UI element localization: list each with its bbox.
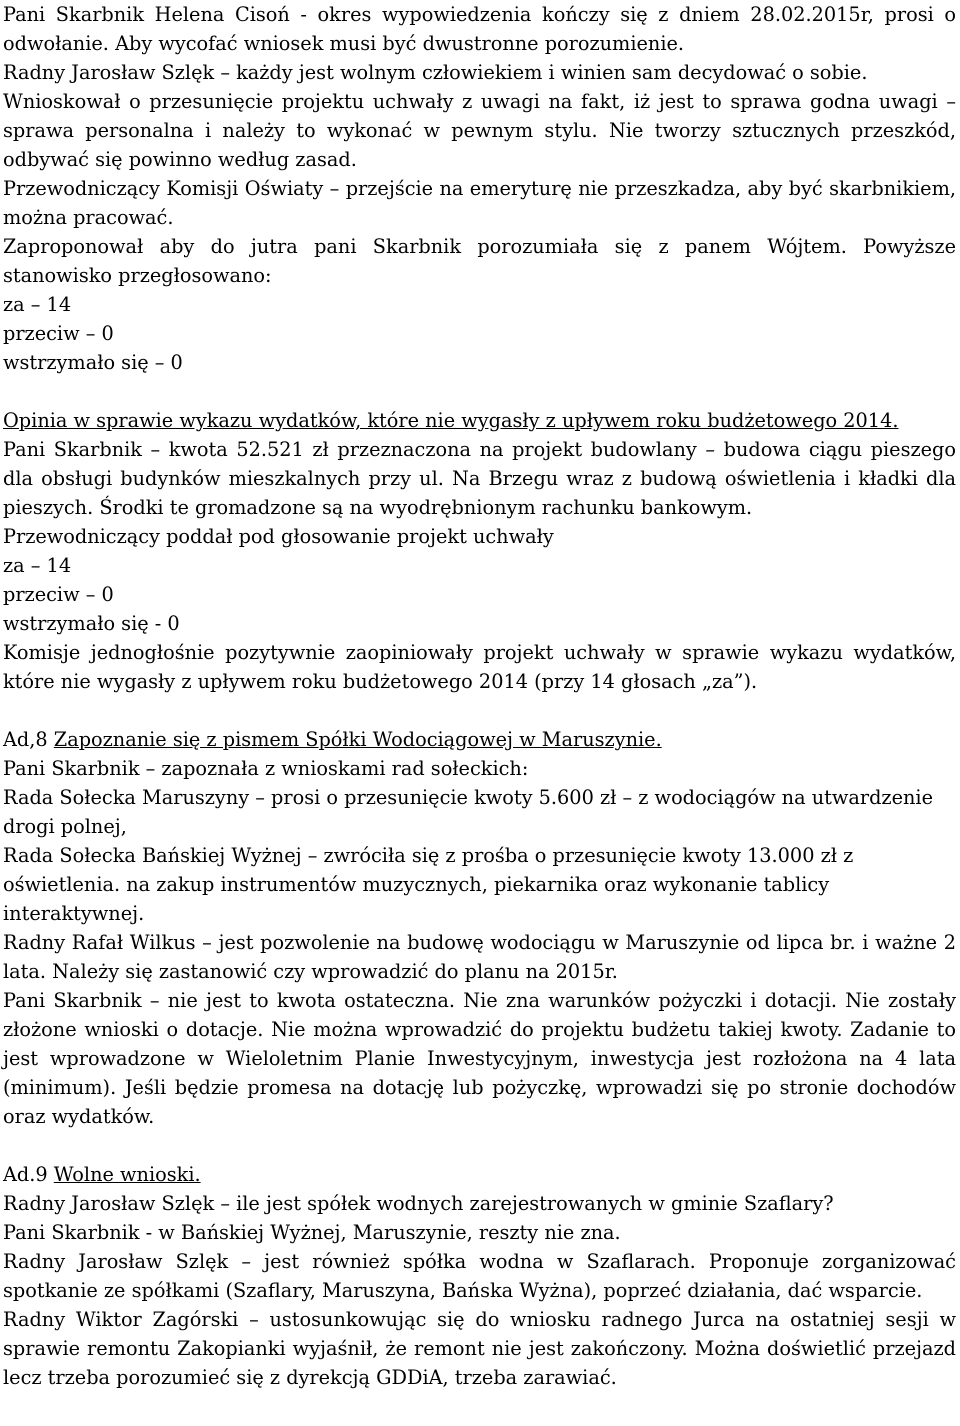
- paragraph-committees-opinion: Komisje jednogłośnie pozytywnie zaopiniowały projekt uchwały w sprawie wykazu wydatków, które nie wygasły z upływem roku budżetowego 2014 (przy 14 głosach „za”).: [3, 641, 956, 693]
- paragraph-resignation: Pani Skarbnik Helena Cisoń - okres wypowiedzenia kończy się z dniem 28.02.2015r, prosi o odwołanie. Aby wycofać wniosek musi być dwustronne porozumienie.: [3, 3, 956, 55]
- section-heading-expenses-opinion: Opinia w sprawie wykazu wydatków, które nie wygasły z upływem roku budżetowego 2014.: [3, 409, 899, 432]
- vote-abstain: wstrzymało się – 0: [3, 351, 183, 374]
- paragraph-postponement-request: Wnioskował o przesunięcie projektu uchwały z uwagi na fakt, iż jest to sprawa godna uwagi – sprawa personalna i należy to wykonać w pewnym stylu. Nie tworzy sztucznych przeszkód, odbywać się powinno według zasad.: [3, 90, 956, 171]
- paragraph-water-companies-question: Radny Jarosław Szlęk – ile jest spółek wodnych zarejestrowanych w gminie Szaflary?: [3, 1192, 834, 1215]
- paragraph-szlek-proposal: Radny Jarosław Szlęk – jest również spółka wodna w Szaflarach. Proponuje zorganizować spotkanie ze spółkami (Szaflary, Maruszyna, Bańska Wyżna), poprzeć działania, dać wsparcie.: [3, 1250, 956, 1302]
- vote-for: za – 14: [3, 554, 72, 577]
- agenda-item-8: [3, 725, 956, 754]
- vote-against: przeciw – 0: [3, 583, 114, 606]
- paragraph-village-requests-intro: Pani Skarbnik – zapoznała z wnioskami rad sołeckich:: [3, 757, 529, 780]
- paragraph-treasurer-amount: Pani Skarbnik – kwota 52.521 zł przeznaczona na projekt budowlany – budowa ciągu pieszego dla obsługi budynków mieszkalnych przy ul. Na Brzegu wraz z budową oświetlenia i kładki dla pieszych. Środki te gromadzone są na wyodrębnionym rachunku bankowym.: [3, 438, 956, 519]
- paragraph-treasurer-answer: Pani Skarbnik - w Bańskiej Wyżnej, Maruszynie, reszty nie zna.: [3, 1221, 621, 1244]
- paragraph-gap: [3, 1131, 956, 1160]
- agenda-item-title: Zapoznanie się z pismem Spółki Wodociągowej w Maruszynie.: [53, 728, 662, 751]
- agenda-item-number: Ad,8: [3, 728, 54, 751]
- paragraph-zagorski-statement: Radny Wiktor Zagórski – ustosunkowując się do wniosku radnego Jurca na ostatniej sesji w sprawie remontu Zakopianki wyjaśnił, że remont nie jest zakończony. Można doświetlić przejazd lecz trzeba porozumieć się z dyrekcją GDDiA, trzeba zarawiać.: [3, 1308, 956, 1389]
- paragraph-gap: [3, 377, 956, 406]
- vote-against: przeciw – 0: [3, 322, 114, 345]
- vote-abstain: wstrzymało się - 0: [3, 612, 180, 635]
- paragraph-banska-request: Rada Sołecka Bańskiej Wyżnej – zwróciła się z prośba o przesunięcie kwoty 13.000 zł z oświetlenia. na zakup instrumentów muzycznych, piekarnika oraz wykonanie tablicy interaktywnej.: [3, 844, 854, 925]
- agenda-item-title: Wolne wnioski.: [53, 1163, 201, 1186]
- paragraph-chairman-vote: Przewodniczący poddał pod głosowanie projekt uchwały: [3, 525, 554, 548]
- paragraph-education-committee: Przewodniczący Komisji Oświaty – przejście na emeryturę nie przeszkadza, aby być skarbnikiem, można pracować.: [3, 177, 956, 229]
- vote-for: za – 14: [3, 293, 72, 316]
- paragraph-szlek-statement: Radny Jarosław Szlęk – każdy jest wolnym człowiekiem i winien sam decydować o sobie.: [3, 61, 868, 84]
- paragraph-wilkus-statement: Radny Rafał Wilkus – jest pozwolenie na budowę wodociągu w Maruszynie od lipca br. i ważne 2 lata. Należy się zastanowić czy wprowadzić do planu na 2015r.: [3, 931, 956, 983]
- agenda-item-number: Ad.9: [3, 1163, 54, 1186]
- paragraph-proposal: Zaproponował aby do jutra pani Skarbnik porozumiała się z panem Wójtem. Powyższe stanowisko przegłosowano:: [3, 235, 956, 287]
- paragraph-maruszyna-request: Rada Sołecka Maruszyny – prosi o przesunięcie kwoty 5.600 zł – z wodociągów na utwardzenie drogi polnej,: [3, 786, 934, 838]
- paragraph-gap: [3, 696, 956, 725]
- paragraph-treasurer-response: Pani Skarbnik – nie jest to kwota ostateczna. Nie zna warunków pożyczki i dotacji. Nie zostały złożone wnioski o dotacje. Nie można wprowadzić do projektu budżetu takiej kwoty. Zadanie to jest wprowadzone w Wieloletnim Planie Inwestycyjnym, inwestycja jest rozłożona na 4 lata (minimum). Jeśli będzie promesa na dotację lub pożyczkę, wprowadzi się po stronie dochodów oraz wydatków.: [3, 989, 956, 1128]
- agenda-item-9: [3, 1160, 956, 1189]
